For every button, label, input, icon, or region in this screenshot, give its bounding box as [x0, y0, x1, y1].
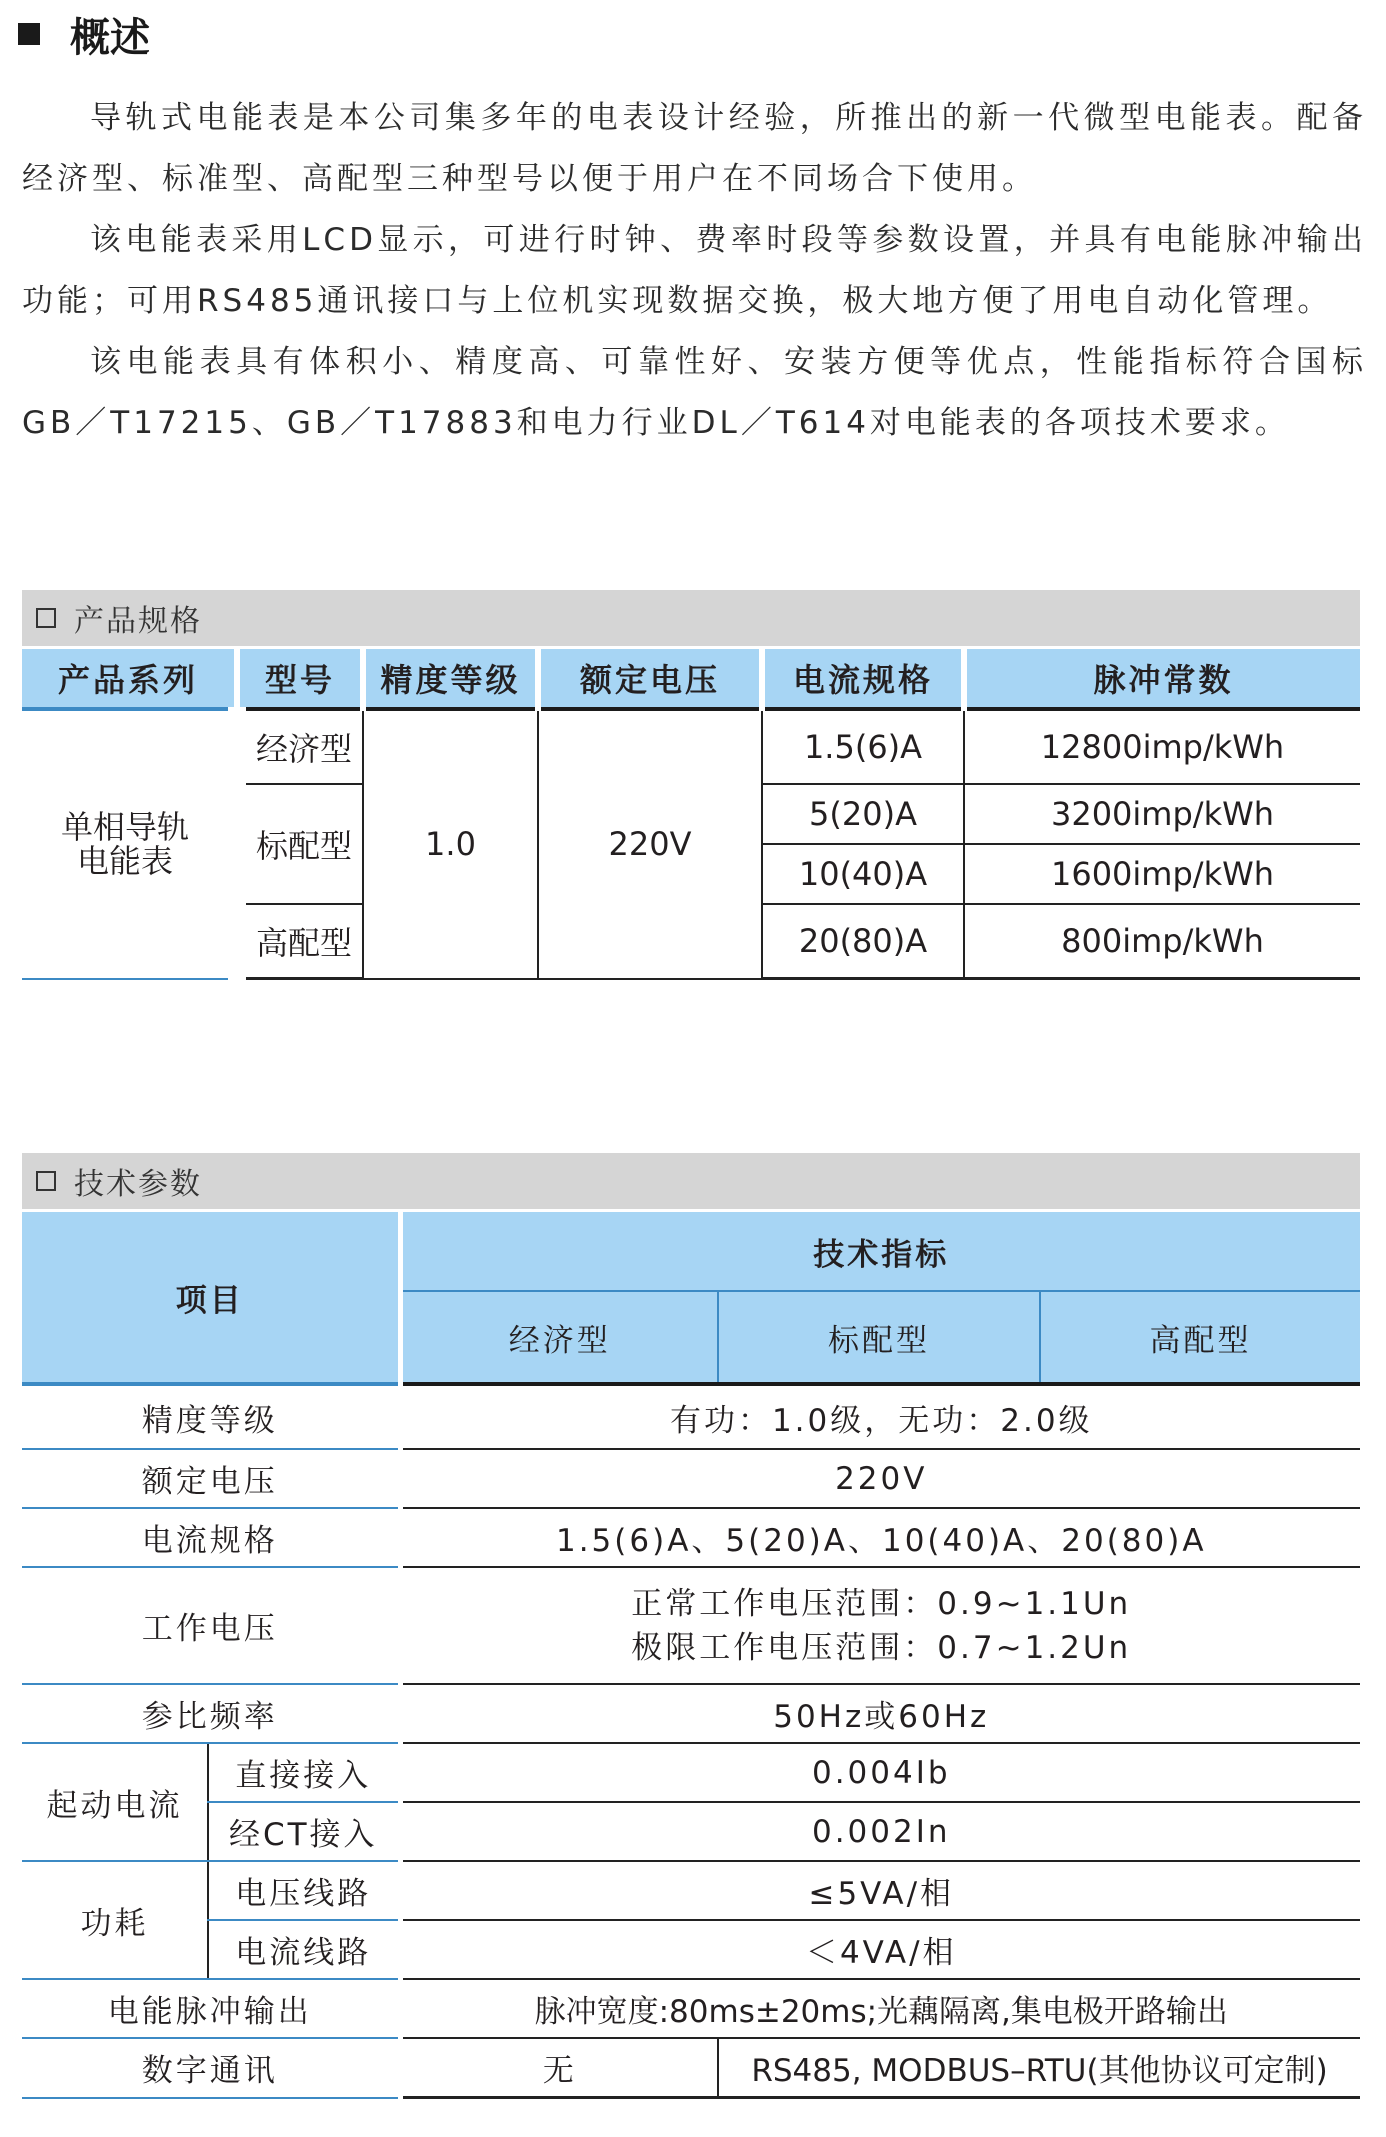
tech-label: 工作电压 [22, 1567, 400, 1684]
table-row [22, 1449, 1360, 1508]
tech-value: 50Hz或60Hz [400, 1684, 1360, 1743]
spec-section-bar [22, 590, 1360, 646]
spec-series-cell [22, 709, 237, 979]
tech-value: 脉冲宽度:80ms±20ms;光藕隔离,集电极开路输出 [400, 1979, 1360, 2038]
checkbox-square-icon [36, 608, 56, 628]
overview-title: 概述 [70, 14, 150, 61]
tech-value: ≤5VA/相 [400, 1861, 1360, 1920]
tech-label: 精度等级 [22, 1384, 400, 1449]
tech-label: 电能脉冲输出 [22, 1979, 400, 2038]
table-row [22, 1920, 1360, 1979]
tech-value-line: 极限工作电压范围：0.7~1.2Un [631, 1629, 1132, 1666]
tech-label: 数字通讯 [22, 2038, 400, 2098]
overview-heading [18, 8, 150, 60]
spec-section-title: 产品规格 [74, 604, 202, 639]
tech-header-group: 技术指标 [400, 1212, 1360, 1291]
tech-section-title: 技术参数 [74, 1167, 202, 1202]
overview-paragraph: 该电能表采用LCD显示，可进行时钟、费率时段等参数设置，并具有电能脉冲输出功能；可用RS485通讯接口与上位机实现数据交换，极大地方便了用电自动化管理。 [22, 222, 1367, 319]
tech-value: 0.002In [400, 1802, 1360, 1861]
spec-header-series: 产品系列 [22, 649, 237, 709]
spec-pulse-cell: 3200imp/kWh [964, 784, 1360, 844]
tech-header-row [22, 1212, 1360, 1291]
tech-value-line: 正常工作电压范围：0.9~1.1Un [631, 1585, 1132, 1622]
spec-model-cell: 标配型 [237, 784, 363, 904]
tech-sublabel: 经CT接入 [208, 1802, 400, 1861]
spec-table [22, 649, 1360, 980]
table-row [22, 1979, 1360, 2038]
tech-header-item: 项目 [22, 1212, 400, 1384]
spec-current-cell: 20(80)A [762, 904, 964, 979]
tech-label: 电流规格 [22, 1508, 400, 1567]
overview-paragraph: 该电能表具有体积小、精度高、可靠性好、安装方便等优点，性能指标符合国标GB／T17215、GB／T17883和电力行业DL／T614对电能表的各项技术要求。 [22, 344, 1367, 441]
spec-pulse-cell: 1600imp/kWh [964, 844, 1360, 904]
tech-value: 220V [400, 1449, 1360, 1508]
spec-pulse-cell: 800imp/kWh [964, 904, 1360, 979]
table-row [22, 1508, 1360, 1567]
tech-sublabel: 电流线路 [208, 1920, 400, 1979]
table-row [22, 709, 1360, 784]
tech-value: 无 [400, 2038, 718, 2098]
overview-text [22, 88, 1367, 454]
spec-header-model: 型号 [237, 649, 363, 709]
spec-header-row [22, 649, 1360, 709]
spec-model-cell: 高配型 [237, 904, 363, 979]
spec-header-pulse: 脉冲常数 [964, 649, 1360, 709]
tech-value [400, 1567, 1360, 1684]
spec-current-cell: 10(40)A [762, 844, 964, 904]
tech-subheader-econ: 经济型 [400, 1291, 718, 1384]
spec-series-line: 单相导轨 [60, 808, 189, 847]
tech-label: 起动电流 [22, 1743, 208, 1861]
tech-table [22, 1212, 1360, 2099]
spec-pulse-cell: 12800imp/kWh [964, 709, 1360, 784]
table-row [22, 1861, 1360, 1920]
spec-header-current: 电流规格 [762, 649, 964, 709]
tech-value: 1.5(6)A、5(20)A、10(40)A、20(80)A [400, 1508, 1360, 1567]
spec-accuracy-cell: 1.0 [363, 709, 538, 979]
tech-section-bar [22, 1153, 1360, 1209]
table-row [22, 1684, 1360, 1743]
tech-sublabel: 电压线路 [208, 1861, 400, 1920]
spec-voltage-cell: 220V [538, 709, 762, 979]
spec-header-voltage: 额定电压 [538, 649, 762, 709]
table-row [22, 2038, 1360, 2098]
tech-value: RS485, MODBUS–RTU(其他协议可定制) [718, 2038, 1360, 2098]
table-row [22, 1802, 1360, 1861]
spec-current-cell: 5(20)A [762, 784, 964, 844]
tech-subheader-standard: 标配型 [718, 1291, 1040, 1384]
tech-sublabel: 直接接入 [208, 1743, 400, 1802]
tech-label: 参比频率 [22, 1684, 400, 1743]
table-row [22, 1567, 1360, 1684]
table-row [22, 1743, 1360, 1802]
tech-value: 有功：1.0级，无功：2.0级 [400, 1384, 1360, 1449]
tech-label: 功耗 [22, 1861, 208, 1979]
spec-model-cell: 经济型 [237, 709, 363, 784]
overview-paragraph: 导轨式电能表是本公司集多年的电表设计经验，所推出的新一代微型电能表。配备经济型、标准型、高配型三种型号以便于用户在不同场合下使用。 [22, 100, 1367, 197]
tech-label: 额定电压 [22, 1449, 400, 1508]
checkbox-square-icon [36, 1171, 56, 1191]
table-row [22, 1384, 1360, 1449]
spec-header-accuracy: 精度等级 [363, 649, 538, 709]
tech-value: 0.004Ib [400, 1743, 1360, 1802]
square-bullet-icon [18, 23, 40, 45]
tech-subheader-high: 高配型 [1040, 1291, 1360, 1384]
spec-current-cell: 1.5(6)A [762, 709, 964, 784]
spec-series-line: 电能表 [76, 842, 173, 881]
tech-value: ＜4VA/相 [400, 1920, 1360, 1979]
